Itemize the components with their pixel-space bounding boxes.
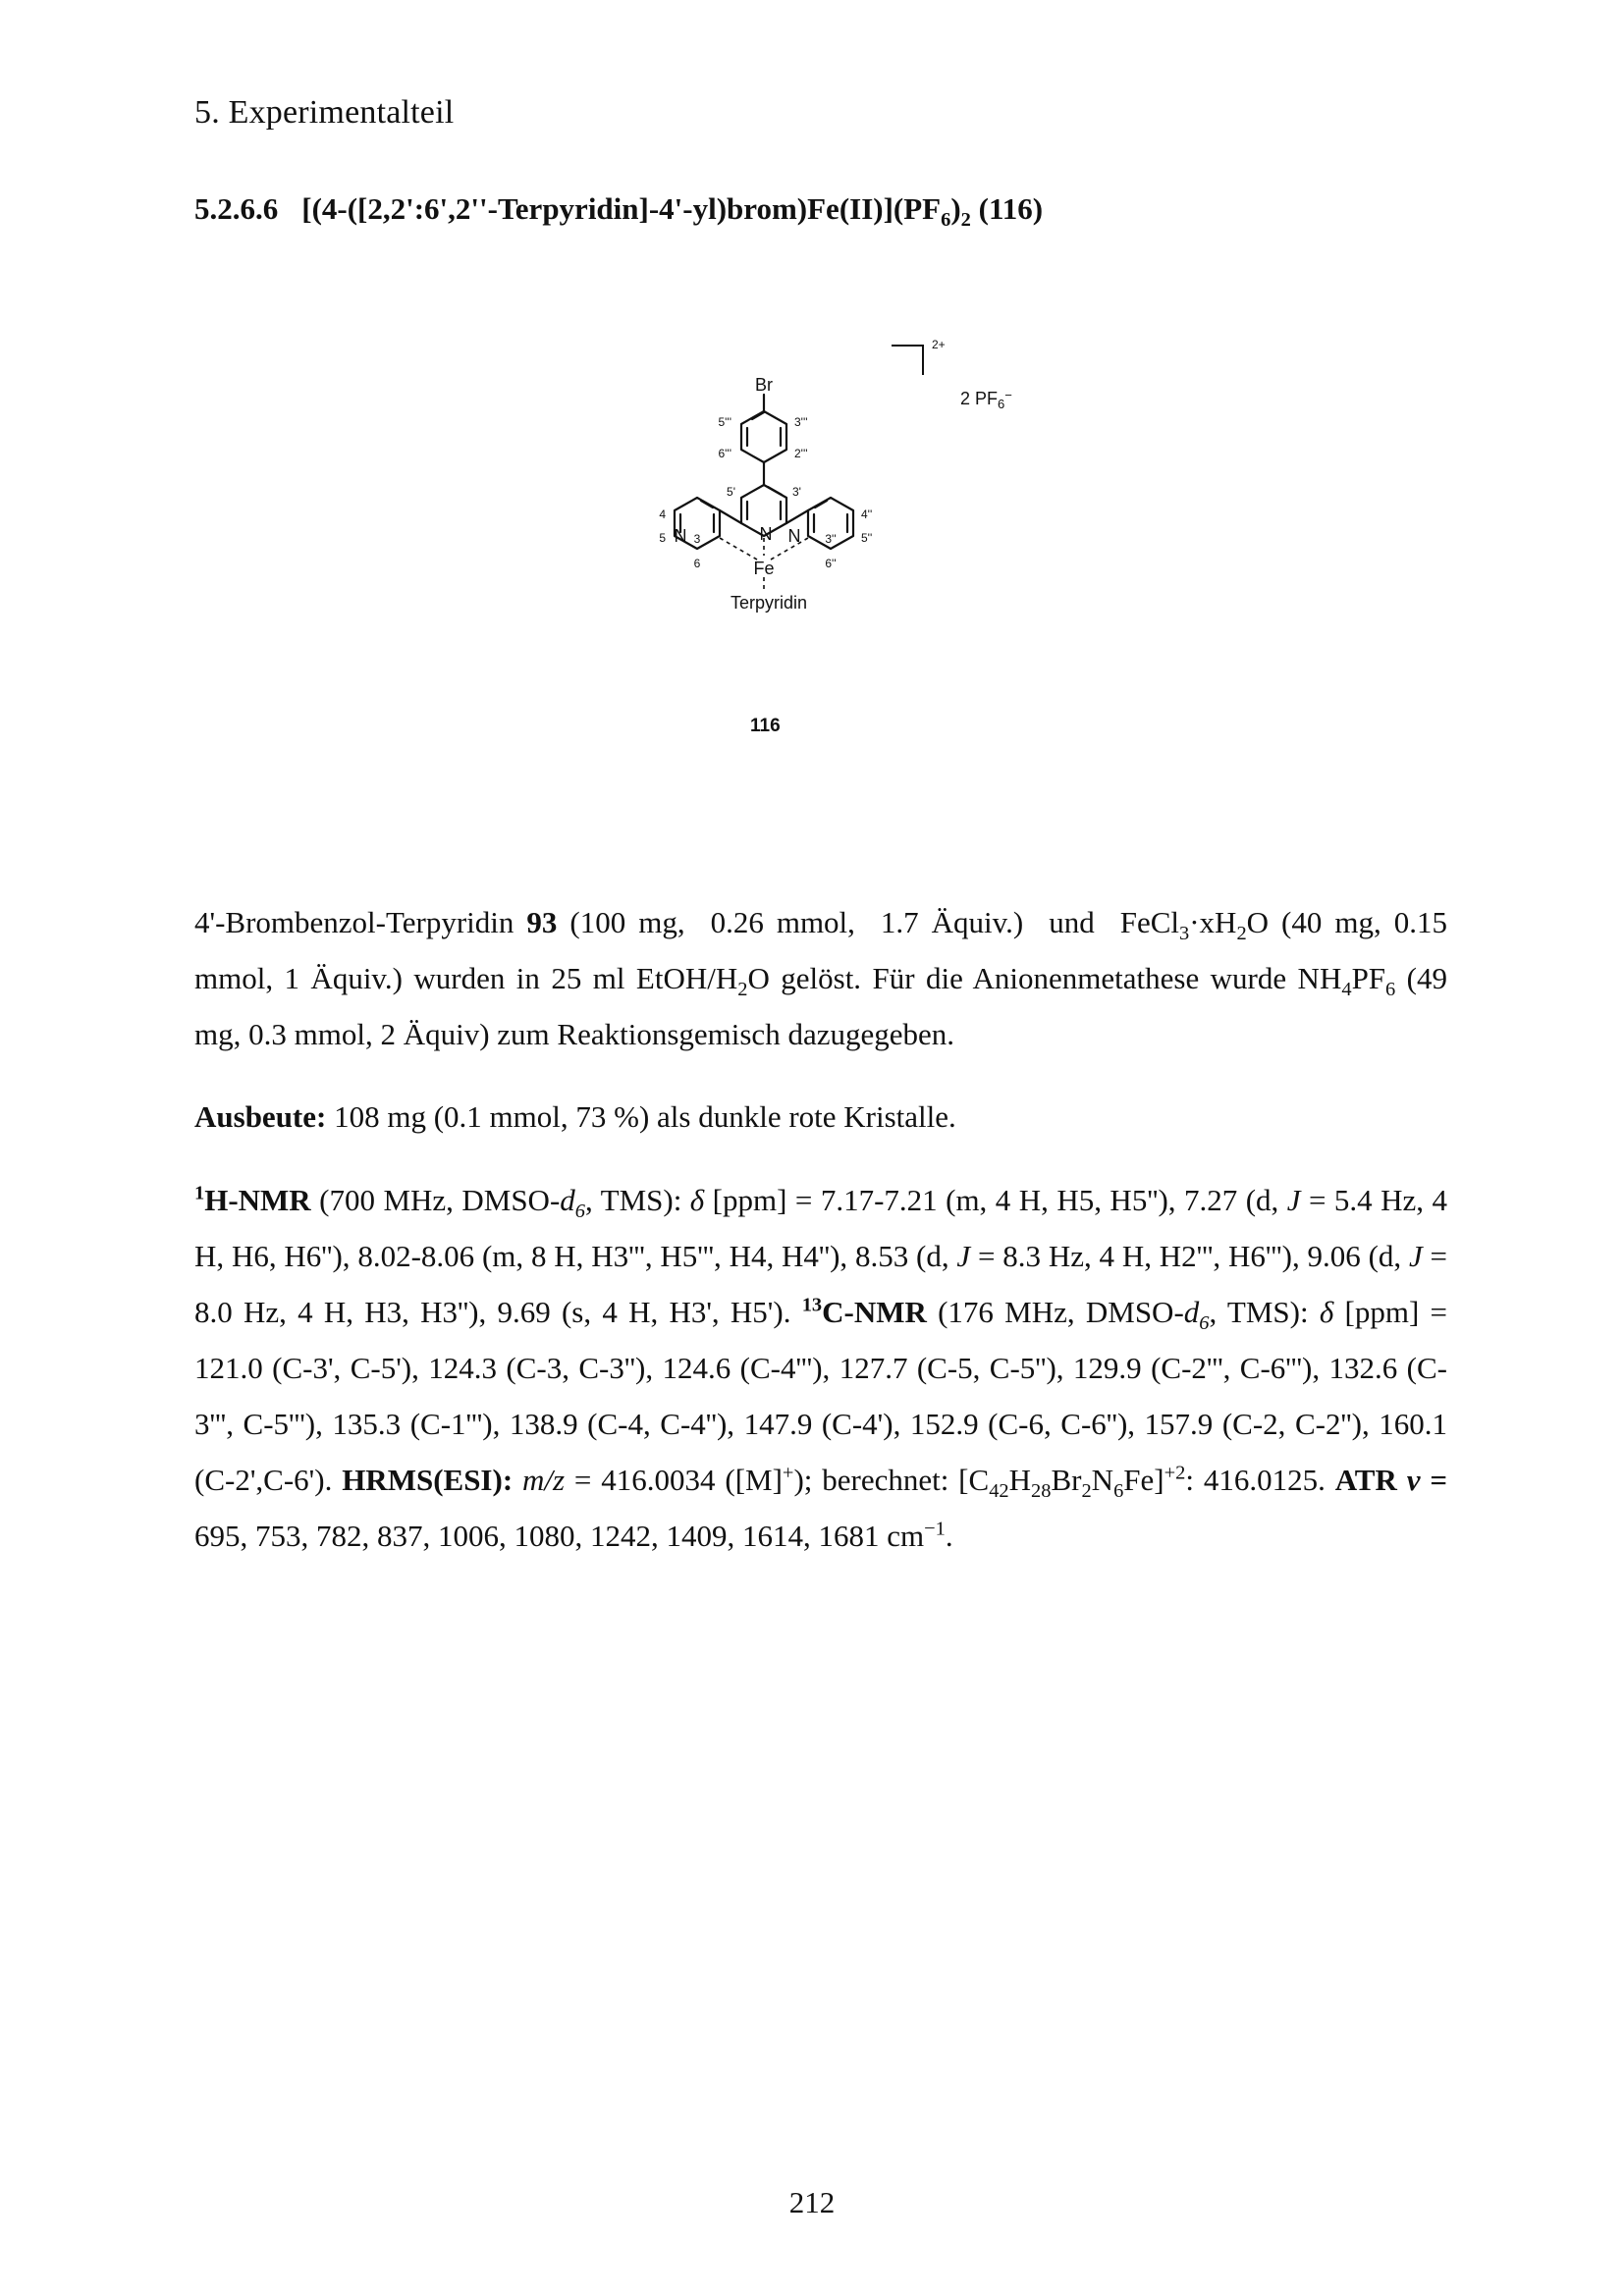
- nitrogen-central-label: N: [759, 524, 773, 544]
- position-label-5-double-prime: 5'': [861, 531, 873, 545]
- position-label-6: 6: [693, 557, 701, 570]
- position-label-6-double-prime: 6'': [825, 557, 837, 570]
- position-label-6-triple-prime: 6''': [718, 447, 731, 460]
- page-number: 212: [788, 2185, 836, 2219]
- section-title: $[(4-([2,2':6',2''-Terpyridin]-4'-yl)brom)Fe(II)](PF_6)_2$ (116): [301, 191, 1044, 232]
- nitrogen-left-label: N: [674, 526, 687, 546]
- nitrogen-right-label: N: [787, 526, 801, 546]
- counterion-label: 2 PF6−: [960, 387, 1012, 411]
- position-label-3: 3: [693, 532, 701, 546]
- position-label-5-triple-prime: 5''': [718, 415, 731, 429]
- compound-number-label: 116: [750, 716, 781, 736]
- terpyridine-ligand-label: Terpyridin: [731, 593, 808, 613]
- terpyridine-iron-complex-structure: [579, 324, 1051, 756]
- analysis-paragraph: $^1$H-NMR (700 MHz, DMSO-$d_6$, TMS): δ [ppm] = 7.17-7.21 (m, 4 H, H5, H5''), 7.27 (d, J = 5.4 Hz, 4 H, H6, H6''), 8.02-8.06 (m, 8 H, H3''', H5''', H4, H4''), 8.53 (d, J = 8.3 Hz, 4 H, H2''', H6'''), 9.06 (d, J = 8.0 Hz, 4 H, H3, H3''), 9.69 (s, 4 H, H3', H5'). $^{13}$C-NMR (176 MHz, DMSO-$d_6$, TMS): δ [ppm] = 121.0 (C-3', C-5'), 124.3 (C-3, C-3''), 124.6 (C-4'''), 127.7 (C-5, C-5''), 129.9 (C-2''', C-6'''), 132.6 (C-3''', C-5'''), 135.3 (C-1'''), 138.9 (C-4, C-4''), 147.9 (C-4'), 152.9 (C-6, C-6''), 157.9 (C-2, C-2''), 160.1 (C-2',C-6'). HRMS(ESI): m/z = 416.0034 ([M]+); berechnet: $[C_{42}H_{28}Br_2N_6Fe]^{+2}$: 416.0125. ATR ν = 695, 753, 782, 837, 1006, 1080, 1242, 1409, 1614, 1681 $cm^{-1}$.: [194, 1182, 1448, 1553]
- position-label-4-double-prime: 4'': [861, 507, 873, 521]
- yield-paragraph: Ausbeute: 108 mg (0.1 mmol, 73 %) als dunkle rote Kristalle.: [194, 1099, 956, 1134]
- charge-label: 2+: [932, 338, 946, 351]
- position-label-3-double-prime: 3'': [825, 532, 837, 546]
- running-title: 5. Experimentalteil: [194, 94, 455, 131]
- section-heading: [194, 191, 1044, 232]
- position-label-5: 5: [659, 531, 666, 545]
- chemical-structure-figure: [579, 324, 1051, 756]
- iron-label: Fe: [753, 559, 775, 578]
- bromine-label: Br: [755, 375, 773, 395]
- position-label-3-prime: 3': [792, 485, 801, 499]
- position-label-3-triple-prime: 3''': [794, 415, 808, 429]
- position-label-5-prime: 5': [727, 485, 735, 499]
- position-label-4: 4: [659, 507, 666, 521]
- position-label-2-triple-prime: 2''': [794, 447, 808, 460]
- section-number: 5.2.6.6: [194, 191, 279, 226]
- synthesis-paragraph: 4'-Brombenzol-Terpyridin 93 (100 mg, 0.26 mmol, 1.7 Äquiv.) und $FeCl_3\cdot xH_2O$ (40 mg, 0.15 mmol, 1 Äquiv.) wurden in 25 ml EtOH/$H_2O$ gelöst. Für die Anionenmetathese wurde $NH_4PF_6$ (49 mg, 0.3 mmol, 2 Äquiv) zum Reaktionsgemisch dazugegeben.: [194, 905, 1448, 1051]
